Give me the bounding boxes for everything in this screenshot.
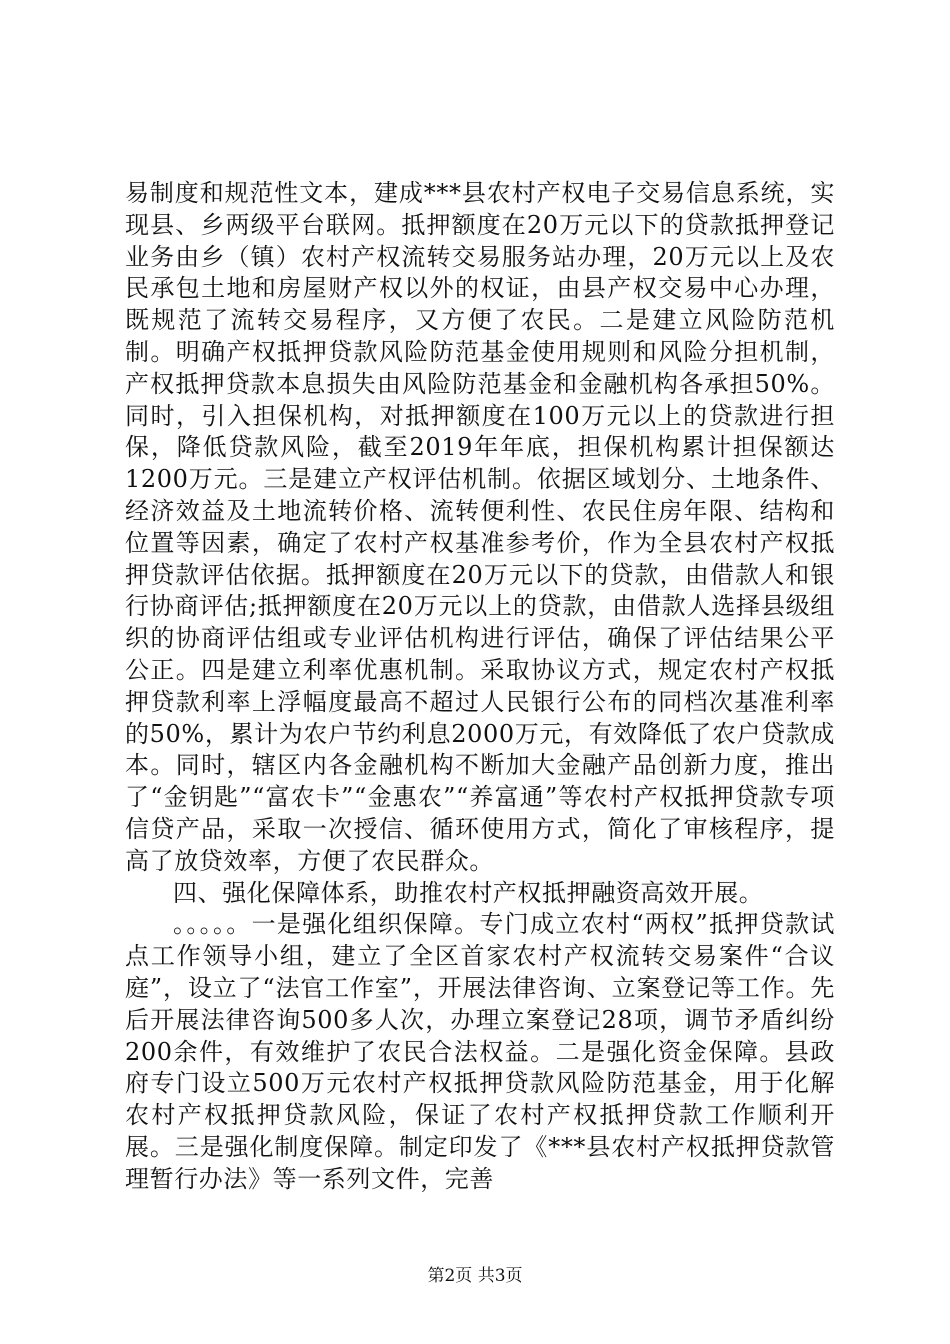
document-body [125,178,835,1196]
paragraph-guarantee: 。。。。。一是强化组织保障。专门成立农村“两权”抵押贷款试点工作领导小组，建立了全区首家农村产权流转交易案件“合议庭”，设立了“法官工作室”，开展法律咨询、立案登记等工作。先后开展法律咨询500多人次，办理立案登记28项，调节矛盾纠纷200余件，有效维护了农民合法权益。二是强化资金保障。县政府专门设立500万元农村产权抵押贷款风险防范基金，用于化解农村产权抵押贷款风险，保证了农村产权抵押贷款工作顺利开展。三是强化制度保障。制定印发了《***县农村产权抵押贷款管理暂行办法》等一系列文件，完善 [125,910,835,1193]
paragraph-continued: 易制度和规范性文本，建成***县农村产权电子交易信息系统，实现县、乡两级平台联网。抵押额度在20万元以下的贷款抵押登记业务由乡（镇）农村产权流转交易服务站办理，20万元以上及农民承包土地和房屋财产权以外的权证，由县产权交易中心办理，既规范了流转交易程序，又方便了农民。二是建立风险防范机制。明确产权抵押贷款风险防范基金使用规则和风险分担机制，产权抵押贷款本息损失由风险防范基金和金融机构各承担50%。同时，引入担保机构，对抵押额度在100万元以上的贷款进行担保，降低贷款风险，截至2019年年底，担保机构累计担保额达1200万元。三是建立产权评估机制。依据区域划分、土地条件、经济效益及土地流转价格、流转便利性、农民住房年限、结构和位置等因素，确定了农村产权基准参考价，作为全县农村产权抵押贷款评估依据。抵押额度在20万元以下的贷款，由借款人和银行协商评估;抵押额度在20万元以上的贷款，由借款人选择县级组织的协商评估组或专业评估机构进行评估，确保了评估结果公平公正。四是建立利率优惠机制。采取协议方式，规定农村产权抵押贷款利率上浮幅度最高不超过人民银行公布的同档次基准利率的50%，累计为农户节约利息2000万元，有效降低了农户贷款成本。同时，辖区内各金融机构不断加大金融产品创新力度，推出了“金钥匙”“富农卡”“金惠农”“养富通”等农村产权抵押贷款专项信贷产品，采取一次授信、循环使用方式，简化了审核程序，提高了放贷效率，方便了农民群众。 [125,179,835,875]
page-number-footer: 第2页 共3页 [427,1266,523,1286]
section-heading: 四、强化保障体系，助推农村产权抵押融资高效开展。 [173,878,764,907]
